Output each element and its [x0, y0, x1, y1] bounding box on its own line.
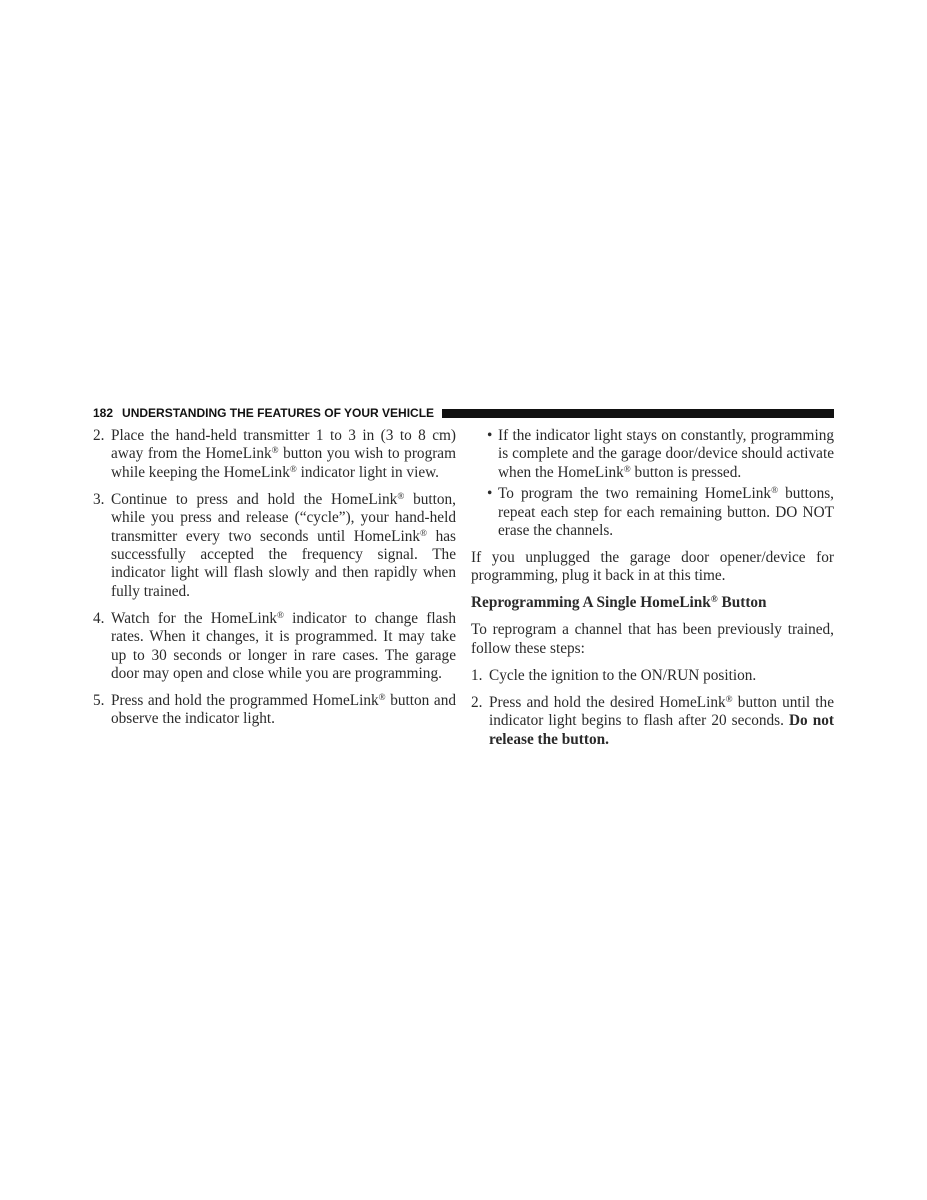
page-header: [93, 405, 834, 421]
section-heading: Reprogramming A Single HomeLink® Button: [471, 594, 767, 612]
registered-mark: ®: [289, 463, 297, 474]
list-item: [93, 427, 456, 482]
bullet-text: If the indicator light stays on constantly, programming is complete and the garage door/device should activate when the HomeLink® button is pressed.: [498, 427, 834, 481]
step-number: 4.: [93, 609, 105, 627]
step-text: Continue to press and hold the HomeLink® button, while you press and release (“cycle”), your hand-held transmitter every two seconds until HomeLink® has successfully accepted the frequency signal. The indicator light will flash slowly and then rapidly when fully trained.: [111, 490, 456, 600]
step-text: Press and hold the programmed HomeLink® button and observe the indicator light.: [111, 692, 456, 728]
right-column: [471, 427, 834, 758]
section-title: UNDERSTANDING THE FEATURES OF YOUR VEHICLE: [122, 406, 435, 420]
registered-mark: ®: [623, 463, 631, 474]
left-column: [93, 427, 456, 737]
unplugged-paragraph: If you unplugged the garage door opener/device for programming, plug it back in at this time.: [471, 549, 834, 585]
registered-mark: ®: [771, 485, 779, 496]
list-item: [93, 610, 456, 684]
step-number: 2.: [471, 693, 483, 711]
list-item: [93, 692, 456, 729]
step-text: Place the hand-held transmitter 1 to 3 in (3 to 8 cm) away from the HomeLink® button you wish to program while keeping the HomeLink® indicator light in view.: [111, 427, 456, 481]
step-text: Press and hold the desired HomeLink® button until the indicator light begins to flash after 20 seconds. Do not release the button.: [489, 693, 834, 748]
registered-mark: ®: [710, 594, 718, 605]
list-item: [471, 694, 834, 749]
header-rule: [442, 409, 834, 418]
step-number: 2.: [93, 427, 105, 444]
intro-paragraph: To reprogram a channel that has been previously trained, follow these steps:: [471, 621, 834, 657]
list-item: [93, 491, 456, 601]
bullet-icon: •: [487, 485, 493, 503]
step-text: Watch for the HomeLink® indicator to change flash rates. When it changes, it is programmed. It may take up to 30 seconds or longer in rare cases. The garage door may open and close while you are programming.: [111, 609, 456, 683]
step-number: 5.: [93, 692, 105, 710]
bullet-icon: •: [487, 427, 493, 444]
bullet-text: To program the two remaining HomeLink® buttons, repeat each step for each remaining button. DO NOT erase the channels.: [498, 485, 834, 540]
registered-mark: ®: [271, 445, 279, 456]
bullet-item: [487, 427, 834, 482]
bold-warning: Do not release the button.: [489, 712, 834, 748]
registered-mark: ®: [420, 527, 427, 538]
list-item: [471, 667, 834, 685]
registered-mark: ®: [378, 692, 386, 703]
registered-mark: ®: [397, 490, 405, 501]
page-number: 182: [93, 406, 114, 420]
registered-mark: ®: [277, 609, 284, 620]
step-number: 3.: [93, 490, 105, 508]
step-number: 1.: [471, 666, 483, 684]
bullet-item: [487, 485, 834, 540]
step-text: Cycle the ignition to the ON/RUN position.: [489, 666, 757, 684]
registered-mark: ®: [725, 693, 733, 704]
